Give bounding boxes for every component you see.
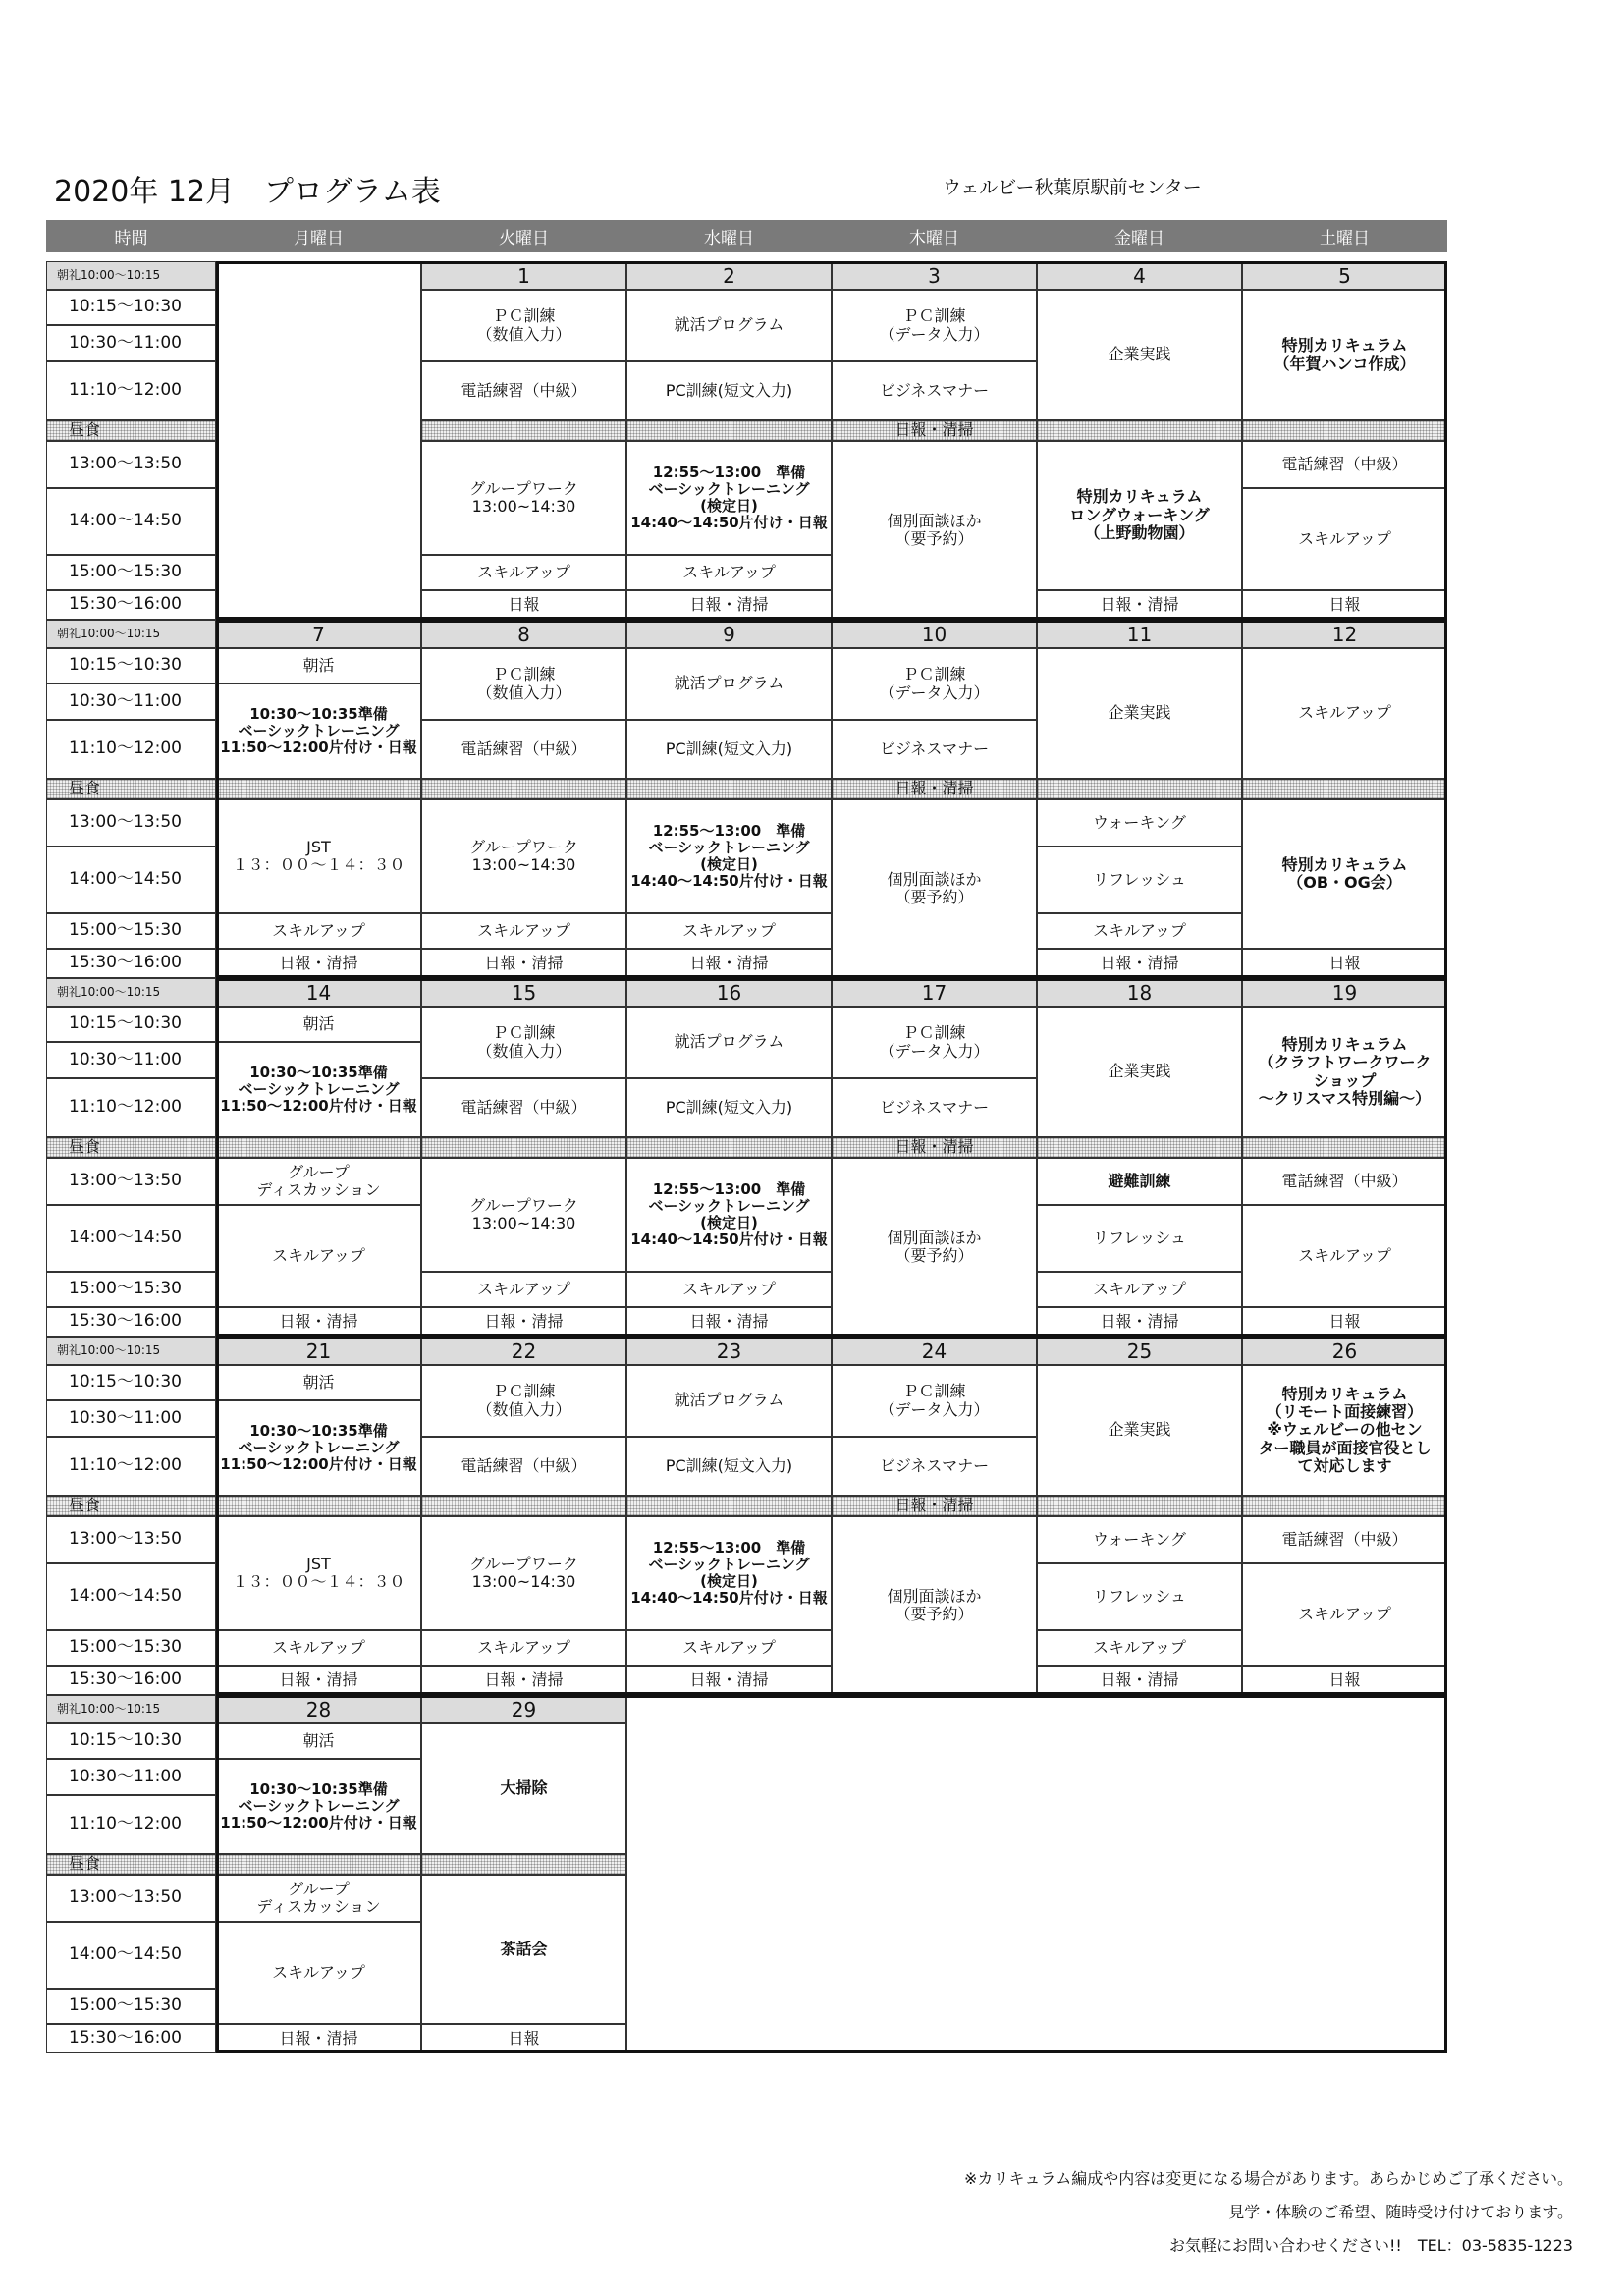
lunch-cell <box>1037 779 1242 799</box>
lunch-cell <box>216 779 421 799</box>
program-cell: 電話練習（中級） <box>1242 1158 1447 1205</box>
date-number: 5 <box>1242 261 1447 290</box>
program-cell <box>216 261 421 620</box>
program-cell: PC訓練(短文入力) <box>626 1078 832 1137</box>
header-3: 水曜日 <box>626 220 832 252</box>
program-cell: 電話練習（中級） <box>421 1078 626 1137</box>
program-cell: 日報 <box>1242 590 1447 620</box>
program-cell: PC訓練(短文入力) <box>626 1437 832 1496</box>
program-cell: ＰＣ訓練 （数値入力） <box>421 290 626 361</box>
program-cell: 茶話会 <box>421 1875 626 2024</box>
time-slot: 15:00～15:30 <box>46 913 216 949</box>
date-number: 26 <box>1242 1337 1447 1365</box>
program-cell: 日報・清掃 <box>421 1666 626 1695</box>
program-cell: 日報・清掃 <box>421 1307 626 1337</box>
program-cell: 朝活 <box>216 1723 421 1759</box>
program-cell: ＰＣ訓練 （データ入力） <box>832 1007 1037 1078</box>
program-cell: ビジネスマナー <box>832 361 1037 420</box>
program-cell: 企業実践 <box>1037 1007 1242 1137</box>
program-cell: 就活プログラム <box>626 1007 832 1078</box>
program-cell: スキルアップ <box>421 1272 626 1307</box>
program-cell: 日報・清掃 <box>216 949 421 978</box>
date-number: 7 <box>216 620 421 648</box>
program-cell: スキルアップ <box>626 1630 832 1666</box>
program-cell: 大掃除 <box>421 1723 626 1854</box>
program-cell: 日報・清掃 <box>626 949 832 978</box>
header-6: 土曜日 <box>1242 220 1447 252</box>
program-cell: スキルアップ <box>626 1272 832 1307</box>
time-slot: 昼食 <box>46 420 216 441</box>
program-cell: ＰＣ訓練 （数値入力） <box>421 1365 626 1437</box>
program-cell: スキルアップ <box>216 1922 421 2024</box>
program-cell: スキルアップ <box>1037 1630 1242 1666</box>
program-cell: 10:30～10:35準備 ベーシックトレーニング 11:50～12:00片付け・日報 <box>216 683 421 779</box>
program-cell: スキルアップ <box>626 555 832 590</box>
lunch-cell <box>1242 420 1447 441</box>
program-cell: 特別カリキュラム （リモート面接練習） ※ウェルビーの他セン ター職員が面接官役とし て対応します <box>1242 1365 1447 1496</box>
time-slot: 13:00～13:50 <box>46 799 216 847</box>
date-number: 3 <box>832 261 1037 290</box>
date-number: 8 <box>421 620 626 648</box>
program-cell: ＰＣ訓練 （データ入力） <box>832 290 1037 361</box>
time-slot: 11:10～12:00 <box>46 1078 216 1137</box>
program-cell: 個別面談ほか （要予約） <box>832 799 1037 978</box>
program-cell: 10:30～10:35準備 ベーシックトレーニング 11:50～12:00片付け・日報 <box>216 1759 421 1854</box>
program-cell: 日報・清掃 <box>216 1307 421 1337</box>
date-number: 16 <box>626 978 832 1007</box>
program-cell: 朝活 <box>216 1007 421 1042</box>
lunch-cell <box>626 1137 832 1158</box>
time-slot: 昼食 <box>46 1137 216 1158</box>
program-cell: スキルアップ <box>1037 1272 1242 1307</box>
time-slot: 15:30～16:00 <box>46 590 216 620</box>
date-number: 29 <box>421 1695 626 1723</box>
program-cell: 日報・清掃 <box>626 1307 832 1337</box>
header-1: 月曜日 <box>216 220 421 252</box>
time-slot: 14:00～14:50 <box>46 488 216 555</box>
program-cell: グループワーク 13:00~14:30 <box>421 799 626 913</box>
program-cell <box>626 1695 1447 2053</box>
time-slot: 10:15～10:30 <box>46 648 216 683</box>
program-cell: 10:30～10:35準備 ベーシックトレーニング 11:50～12:00片付け・日報 <box>216 1400 421 1496</box>
time-slot: 15:00～15:30 <box>46 1630 216 1666</box>
time-slot: 朝礼10:00～10:15 <box>46 620 216 648</box>
program-cell: JST １３：００～１４：３０ <box>216 799 421 913</box>
program-cell: 日報 <box>1242 1307 1447 1337</box>
program-cell: 日報・清掃 <box>1037 1307 1242 1337</box>
program-cell: 日報・清掃 <box>421 949 626 978</box>
date-number: 9 <box>626 620 832 648</box>
lunch-cell <box>421 779 626 799</box>
lunch-cell <box>216 1137 421 1158</box>
lunch-cell <box>1242 1496 1447 1516</box>
time-slot: 朝礼10:00～10:15 <box>46 261 216 290</box>
program-cell: 企業実践 <box>1037 648 1242 779</box>
program-cell: 日報・清掃 <box>626 590 832 620</box>
program-cell: スキルアップ <box>216 913 421 949</box>
program-cell: 企業実践 <box>1037 1365 1242 1496</box>
date-number: 4 <box>1037 261 1242 290</box>
time-slot: 14:00～14:50 <box>46 1563 216 1630</box>
program-cell: ビジネスマナー <box>832 720 1037 779</box>
date-number: 2 <box>626 261 832 290</box>
time-slot: 14:00～14:50 <box>46 1922 216 1989</box>
time-slot: 15:30～16:00 <box>46 2024 216 2053</box>
program-cell: 特別カリキュラム ロングウォーキング （上野動物園） <box>1037 441 1242 590</box>
program-cell: 日報・清掃 <box>1037 1666 1242 1695</box>
program-cell: PC訓練(短文入力) <box>626 720 832 779</box>
lunch-cell <box>421 1496 626 1516</box>
time-slot: 朝礼10:00～10:15 <box>46 978 216 1007</box>
lunch-cell <box>626 420 832 441</box>
program-cell: グループワーク 13:00~14:30 <box>421 1158 626 1272</box>
program-cell: 12:55～13:00 準備 ベーシックトレーニング (検定日) 14:40～14:50片付け・日報 <box>626 1516 832 1630</box>
program-cell: 電話練習（中級） <box>421 1437 626 1496</box>
date-number: 11 <box>1037 620 1242 648</box>
date-number: 17 <box>832 978 1037 1007</box>
program-cell: ビジネスマナー <box>832 1078 1037 1137</box>
lunch-cell: 日報・清掃 <box>832 1137 1037 1158</box>
date-number: 18 <box>1037 978 1242 1007</box>
lunch-cell <box>421 420 626 441</box>
date-number: 22 <box>421 1337 626 1365</box>
time-slot: 15:30～16:00 <box>46 1666 216 1695</box>
time-slot: 14:00～14:50 <box>46 1205 216 1272</box>
program-cell: 特別カリキュラム （クラフトワークワーク ショップ ～クリスマス特別編～） <box>1242 1007 1447 1137</box>
program-cell: 個別面談ほか （要予約） <box>832 1516 1037 1695</box>
program-cell: 就活プログラム <box>626 648 832 720</box>
program-cell: リフレッシュ <box>1037 1205 1242 1272</box>
time-slot: 13:00～13:50 <box>46 441 216 488</box>
program-cell: スキルアップ <box>216 1630 421 1666</box>
date-number: 14 <box>216 978 421 1007</box>
program-cell: スキルアップ <box>1242 1205 1447 1307</box>
program-cell: 日報 <box>1242 949 1447 978</box>
lunch-cell <box>216 1496 421 1516</box>
program-cell: 12:55～13:00 準備 ベーシックトレーニング (検定日) 14:40～14:50片付け・日報 <box>626 1158 832 1272</box>
program-cell: ＰＣ訓練 （データ入力） <box>832 648 1037 720</box>
time-slot: 昼食 <box>46 1496 216 1516</box>
time-slot: 10:30～11:00 <box>46 1759 216 1795</box>
program-cell: グループ ディスカッション <box>216 1158 421 1205</box>
program-cell: リフレッシュ <box>1037 1563 1242 1630</box>
time-slot: 朝礼10:00～10:15 <box>46 1695 216 1723</box>
footer-note: ※カリキュラム編成や内容は変更になる場合があります。あらかじめご了承ください。 <box>964 2169 1573 2188</box>
page-title: 2020年 12月 プログラム表 <box>54 175 441 209</box>
time-slot: 10:30～11:00 <box>46 325 216 361</box>
program-cell: 電話練習（中級） <box>1242 1516 1447 1563</box>
program-cell: 日報・清掃 <box>216 1666 421 1695</box>
program-cell: 日報 <box>421 2024 626 2053</box>
lunch-cell <box>626 779 832 799</box>
time-slot: 昼食 <box>46 779 216 799</box>
center-name: ウェルビー秋葉原駅前センター <box>943 177 1202 198</box>
program-cell: ＰＣ訓練 （数値入力） <box>421 1007 626 1078</box>
time-slot: 10:15～10:30 <box>46 1723 216 1759</box>
date-number: 25 <box>1037 1337 1242 1365</box>
lunch-cell <box>421 1854 626 1875</box>
program-cell: 個別面談ほか （要予約） <box>832 441 1037 620</box>
program-cell: グループ ディスカッション <box>216 1875 421 1922</box>
program-cell: リフレッシュ <box>1037 847 1242 913</box>
program-cell: 特別カリキュラム （年賀ハンコ作成） <box>1242 290 1447 420</box>
footer-contact: お気軽にお問い合わせください!! TEL：03-5835-1223 <box>1169 2236 1573 2255</box>
program-cell: スキルアップ <box>1037 913 1242 949</box>
program-cell: ビジネスマナー <box>832 1437 1037 1496</box>
lunch-cell <box>1037 1137 1242 1158</box>
time-slot: 朝礼10:00～10:15 <box>46 1337 216 1365</box>
program-cell: JST １３：００～１４：３０ <box>216 1516 421 1630</box>
time-slot: 15:30～16:00 <box>46 949 216 978</box>
time-slot: 15:00～15:30 <box>46 555 216 590</box>
program-cell: スキルアップ <box>626 913 832 949</box>
program-cell: ＰＣ訓練 （データ入力） <box>832 1365 1037 1437</box>
program-cell: 朝活 <box>216 648 421 683</box>
date-number: 19 <box>1242 978 1447 1007</box>
program-cell: 電話練習（中級） <box>421 361 626 420</box>
program-cell: ウォーキング <box>1037 799 1242 847</box>
program-cell: スキルアップ <box>1242 1563 1447 1666</box>
date-number: 24 <box>832 1337 1037 1365</box>
program-cell: グループワーク 13:00~14:30 <box>421 441 626 555</box>
time-slot: 10:30～11:00 <box>46 1400 216 1437</box>
date-number: 28 <box>216 1695 421 1723</box>
program-cell: ウォーキング <box>1037 1516 1242 1563</box>
time-slot: 15:30～16:00 <box>46 1307 216 1337</box>
time-slot: 13:00～13:50 <box>46 1875 216 1922</box>
date-number: 12 <box>1242 620 1447 648</box>
program-cell: 個別面談ほか （要予約） <box>832 1158 1037 1337</box>
program-cell: ＰＣ訓練 （数値入力） <box>421 648 626 720</box>
program-cell: 企業実践 <box>1037 290 1242 420</box>
program-cell: スキルアップ <box>421 1630 626 1666</box>
program-cell: 避難訓練 <box>1037 1158 1242 1205</box>
date-number: 23 <box>626 1337 832 1365</box>
header-2: 火曜日 <box>421 220 626 252</box>
lunch-cell <box>1037 420 1242 441</box>
program-cell: スキルアップ <box>216 1205 421 1307</box>
program-cell: 日報・清掃 <box>1037 590 1242 620</box>
time-slot: 11:10～12:00 <box>46 720 216 779</box>
time-slot: 10:15～10:30 <box>46 1007 216 1042</box>
date-number: 21 <box>216 1337 421 1365</box>
time-slot: 10:30～11:00 <box>46 1042 216 1078</box>
time-slot: 11:10～12:00 <box>46 1437 216 1496</box>
program-cell: スキルアップ <box>1242 648 1447 779</box>
lunch-cell: 日報・清掃 <box>832 779 1037 799</box>
program-cell: スキルアップ <box>421 913 626 949</box>
program-cell: 朝活 <box>216 1365 421 1400</box>
program-cell: 10:30～10:35準備 ベーシックトレーニング 11:50～12:00片付け・日報 <box>216 1042 421 1137</box>
time-slot: 10:15～10:30 <box>46 1365 216 1400</box>
lunch-cell <box>626 1496 832 1516</box>
lunch-cell <box>1242 779 1447 799</box>
program-cell: 日報 <box>1242 1666 1447 1695</box>
time-slot: 15:00～15:30 <box>46 1989 216 2024</box>
program-cell: PC訓練(短文入力) <box>626 361 832 420</box>
header-0: 時間 <box>46 220 216 252</box>
lunch-cell <box>421 1137 626 1158</box>
time-slot: 11:10～12:00 <box>46 1795 216 1854</box>
footer-visit: 見学・体験のご希望、随時受け付けております。 <box>1228 2203 1573 2221</box>
program-cell: 日報・清掃 <box>1037 949 1242 978</box>
lunch-cell: 日報・清掃 <box>832 1496 1037 1516</box>
time-slot: 昼食 <box>46 1854 216 1875</box>
program-cell: スキルアップ <box>421 555 626 590</box>
time-slot: 10:30～11:00 <box>46 683 216 720</box>
program-cell: グループワーク 13:00~14:30 <box>421 1516 626 1630</box>
program-cell: 日報・清掃 <box>216 2024 421 2053</box>
program-cell: 特別カリキュラム （OB・OG会） <box>1242 799 1447 949</box>
time-slot: 10:15～10:30 <box>46 290 216 325</box>
program-cell: 電話練習（中級） <box>421 720 626 779</box>
program-cell: 日報・清掃 <box>626 1666 832 1695</box>
date-number: 10 <box>832 620 1037 648</box>
lunch-cell: 日報・清掃 <box>832 420 1037 441</box>
date-number: 15 <box>421 978 626 1007</box>
lunch-cell <box>1242 1137 1447 1158</box>
lunch-cell <box>1037 1496 1242 1516</box>
time-slot: 11:10～12:00 <box>46 361 216 420</box>
time-slot: 13:00～13:50 <box>46 1158 216 1205</box>
date-number: 1 <box>421 261 626 290</box>
time-slot: 14:00～14:50 <box>46 847 216 913</box>
time-slot: 15:00～15:30 <box>46 1272 216 1307</box>
program-cell: スキルアップ <box>1242 488 1447 590</box>
header-4: 木曜日 <box>832 220 1037 252</box>
lunch-cell <box>216 1854 421 1875</box>
program-cell: 就活プログラム <box>626 290 832 361</box>
program-cell: 日報 <box>421 590 626 620</box>
program-cell: 電話練習（中級） <box>1242 441 1447 488</box>
header-5: 金曜日 <box>1037 220 1242 252</box>
program-cell: 12:55～13:00 準備 ベーシックトレーニング (検定日) 14:40～14:50片付け・日報 <box>626 799 832 913</box>
program-cell: 12:55～13:00 準備 ベーシックトレーニング (検定日) 14:40～14:50片付け・日報 <box>626 441 832 555</box>
time-slot: 13:00～13:50 <box>46 1516 216 1563</box>
program-cell: 就活プログラム <box>626 1365 832 1437</box>
